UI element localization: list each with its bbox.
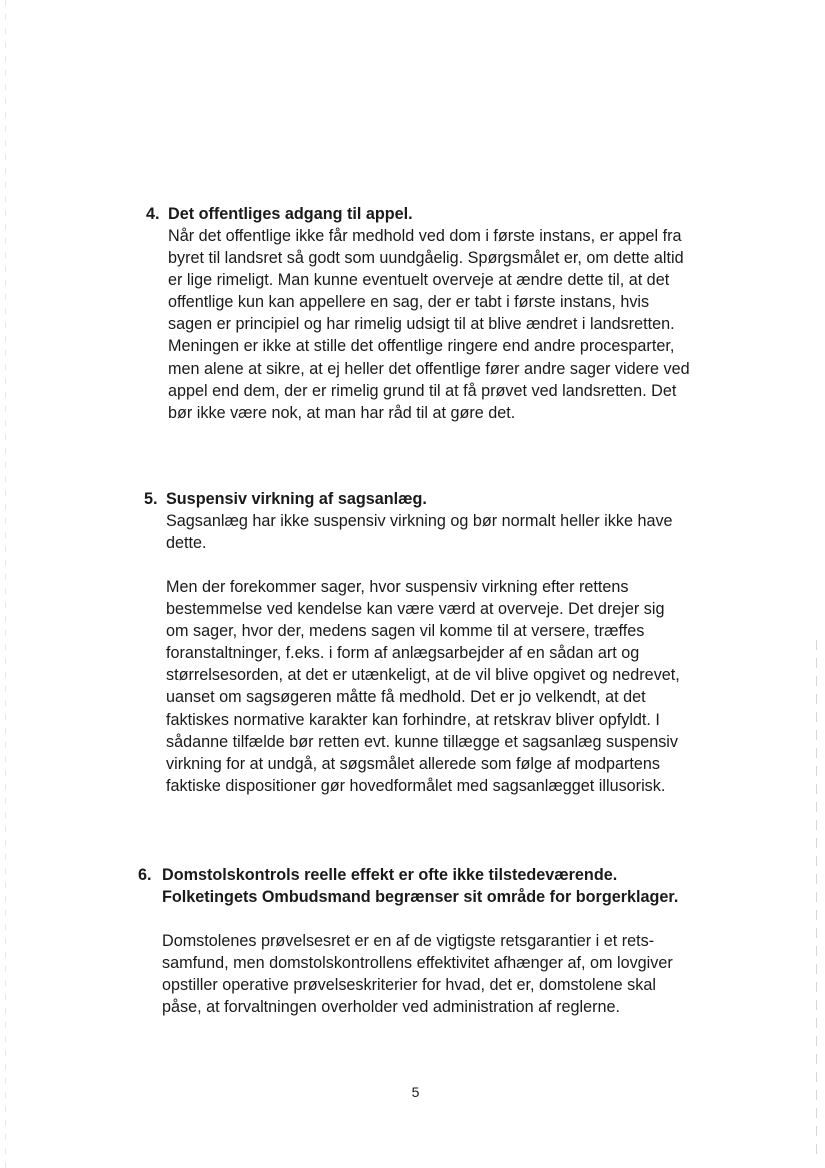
page-number: 5 xyxy=(411,1084,420,1100)
text-line: Når det offentlige ikke får medhold ved dom i første instans, er appel fra xyxy=(168,227,682,245)
text-line: bør ikke være nok, at man har råd til at gøre det. xyxy=(168,403,516,422)
paragraph xyxy=(162,930,673,1018)
scan-edge-right xyxy=(816,640,817,1160)
section-heading xyxy=(168,203,413,225)
text-line: størrelsesorden, at det er utænkeligt, at de vil blive opgivet og nedrevet, xyxy=(166,666,680,685)
text-line: faktiske dispositioner gør hovedformålet med sagsanlægget illusorisk. xyxy=(166,776,666,795)
text-line: samfund, men domstolskontrollens effektivitet afhænger af, om lovgiver xyxy=(162,954,673,973)
text-line: appel end dem, der er rimelig grund til at få prøvet ved landsretten. Det xyxy=(168,381,677,400)
text-line: sådanne tilfælde bør retten evt. kunne tillægge et sagsanlæg suspensiv xyxy=(166,732,679,751)
section-number: 5. xyxy=(144,490,158,508)
section-number: 4. xyxy=(146,205,160,223)
text-line: byret til landsret så godt som uundgåelig. Spørgsmålet er, om dette altid xyxy=(168,249,684,268)
paragraph xyxy=(166,510,673,554)
text-line: om sager, hvor der, medens sagen vil komme til at versere, træffes xyxy=(166,622,645,641)
text-line: foranstaltninger, f.eks. i form af anlægsarbejder af en sådan art og xyxy=(166,644,640,663)
section-number: 6. xyxy=(138,866,152,884)
text-line: opstiller operative prøvelseskriterier for hvad, det er, domstolene skal xyxy=(162,976,656,995)
text-line: uanset om sagsøgeren måtte få medhold. Det er jo velkendt, at det xyxy=(166,688,646,707)
section-heading xyxy=(162,864,678,908)
text-line: er lige rimeligt. Man kunne eventuelt overveje at ændre dette til, at det xyxy=(168,271,670,290)
text-line: sagen er principiel og har rimelig udsigt til at blive ændret i landsretten. xyxy=(168,315,675,334)
scan-edge-left xyxy=(5,0,6,1168)
heading-line: Folketingets Ombudsmand begrænser sit område for borgerklager. xyxy=(162,888,679,906)
text-line: dette. xyxy=(166,534,207,553)
heading-line: Suspensiv virkning af sagsanlæg. xyxy=(166,490,427,508)
heading-line: Det offentliges adgang til appel. xyxy=(168,205,413,223)
text-line: offentlige kun kan appellere en sag, der er tabt i første instans, hvis xyxy=(168,293,650,312)
text-line: men alene at sikre, at ej heller det offentlige fører andre sager videre ved xyxy=(168,359,690,378)
text-line: Men der forekommer sager, hvor suspensiv virkning efter rettens xyxy=(166,578,629,596)
heading-line: Domstolskontrols reelle effekt er ofte ikke tilstedeværende. xyxy=(162,866,618,884)
section-heading xyxy=(166,488,427,510)
paragraph xyxy=(166,576,680,797)
text-line: påse, at forvaltningen overholder ved administration af reglerne. xyxy=(162,998,621,1017)
text-line: Domstolenes prøvelsesret er en af de vigtigste retsgarantier i et rets- xyxy=(162,932,655,950)
text-line: faktiskes normative karakter kan forhindre, at retskrav bliver opfyldt. I xyxy=(166,710,660,729)
text-line: bestemmelse ved kendelse kan være værd at overveje. Det drejer sig xyxy=(166,600,665,619)
text-line: Meningen er ikke at stille det offentlige ringere end andre procesparter, xyxy=(168,337,675,356)
text-line: virkning for at undgå, at søgsmålet allerede som følge af modpartens xyxy=(166,754,660,773)
paragraph xyxy=(168,225,690,424)
text-line: Sagsanlæg har ikke suspensiv virkning og bør normalt heller ikke have xyxy=(166,512,673,530)
